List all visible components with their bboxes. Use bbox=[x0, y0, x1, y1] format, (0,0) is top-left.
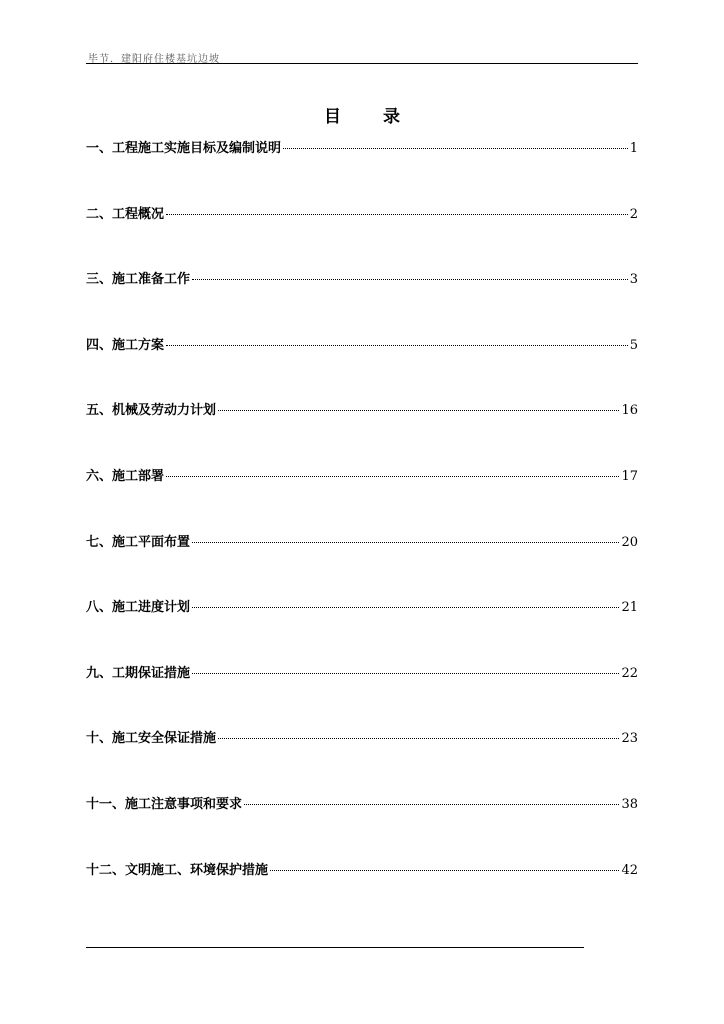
toc-entry-page: 1 bbox=[629, 141, 638, 156]
toc-entry[interactable] bbox=[86, 334, 638, 400]
toc-entry-label: 八、施工进度计划 bbox=[86, 600, 191, 616]
toc-entry-page: 2 bbox=[629, 206, 638, 222]
running-header: 毕节．建阳府住楼基坑边坡 bbox=[88, 54, 220, 65]
toc-entry-page: 16 bbox=[621, 403, 638, 419]
toc-entry[interactable] bbox=[86, 859, 638, 925]
toc-dot-leader bbox=[218, 410, 619, 411]
toc-entry-label: 十一、施工注意事项和要求 bbox=[86, 796, 243, 812]
toc-entry[interactable] bbox=[86, 596, 638, 662]
toc-entry[interactable] bbox=[86, 465, 638, 531]
footer-rule bbox=[86, 947, 584, 948]
toc-entry-page: 22 bbox=[621, 665, 638, 681]
toc-dot-leader bbox=[192, 542, 619, 543]
toc-dot-leader bbox=[218, 738, 619, 739]
toc-entry-page: 5 bbox=[629, 337, 638, 353]
toc-entry-label: 七、施工平面布置 bbox=[86, 534, 191, 550]
toc-entry[interactable] bbox=[86, 727, 638, 793]
toc-entry-page: 21 bbox=[621, 600, 638, 616]
toc-entry-page: 20 bbox=[621, 534, 638, 550]
toc-entry-page: 3 bbox=[629, 272, 638, 288]
toc-dot-leader bbox=[166, 345, 628, 346]
toc-entry-label: 十二、文明施工、环境保护措施 bbox=[86, 862, 269, 878]
toc-entry-page: 23 bbox=[621, 731, 638, 747]
toc-dot-leader bbox=[244, 804, 619, 805]
toc-dot-leader bbox=[270, 870, 619, 871]
toc-dot-leader bbox=[166, 214, 628, 215]
toc-entry[interactable] bbox=[86, 268, 638, 334]
toc-entry[interactable] bbox=[86, 203, 638, 269]
toc-entry[interactable] bbox=[86, 399, 638, 465]
toc-entry-label: 五、机械及劳动力计划 bbox=[86, 403, 217, 419]
toc-dot-leader bbox=[166, 476, 619, 477]
toc-entry-label: 十、施工安全保证措施 bbox=[86, 731, 217, 747]
toc-dot-leader bbox=[192, 673, 619, 674]
toc-entry-page: 38 bbox=[621, 796, 638, 812]
toc-entry-label: 九、工期保证措施 bbox=[86, 665, 191, 681]
toc-entry-page: 42 bbox=[621, 862, 638, 878]
toc-entry-label: 二、工程概况 bbox=[86, 206, 165, 222]
toc-title bbox=[0, 102, 724, 127]
toc-entry-label: 三、施工准备工作 bbox=[86, 272, 191, 288]
toc-entry-label: 四、施工方案 bbox=[86, 337, 165, 353]
toc-entry[interactable] bbox=[86, 531, 638, 597]
toc-dot-leader bbox=[192, 279, 628, 280]
toc-entry[interactable] bbox=[86, 662, 638, 728]
toc-title-char: 目 bbox=[324, 107, 341, 127]
toc-entry-label: 一、工程施工实施目标及编制说明 bbox=[86, 141, 282, 156]
toc-entry[interactable] bbox=[86, 793, 638, 859]
toc-dot-leader bbox=[192, 607, 619, 608]
toc-list bbox=[86, 137, 638, 924]
toc-entry-label: 六、施工部署 bbox=[86, 468, 165, 484]
header-rule bbox=[86, 63, 638, 64]
toc-entry-page: 17 bbox=[621, 468, 638, 484]
toc-title-char: 录 bbox=[383, 107, 400, 127]
toc-entry[interactable] bbox=[86, 137, 638, 203]
toc-dot-leader bbox=[283, 148, 628, 149]
